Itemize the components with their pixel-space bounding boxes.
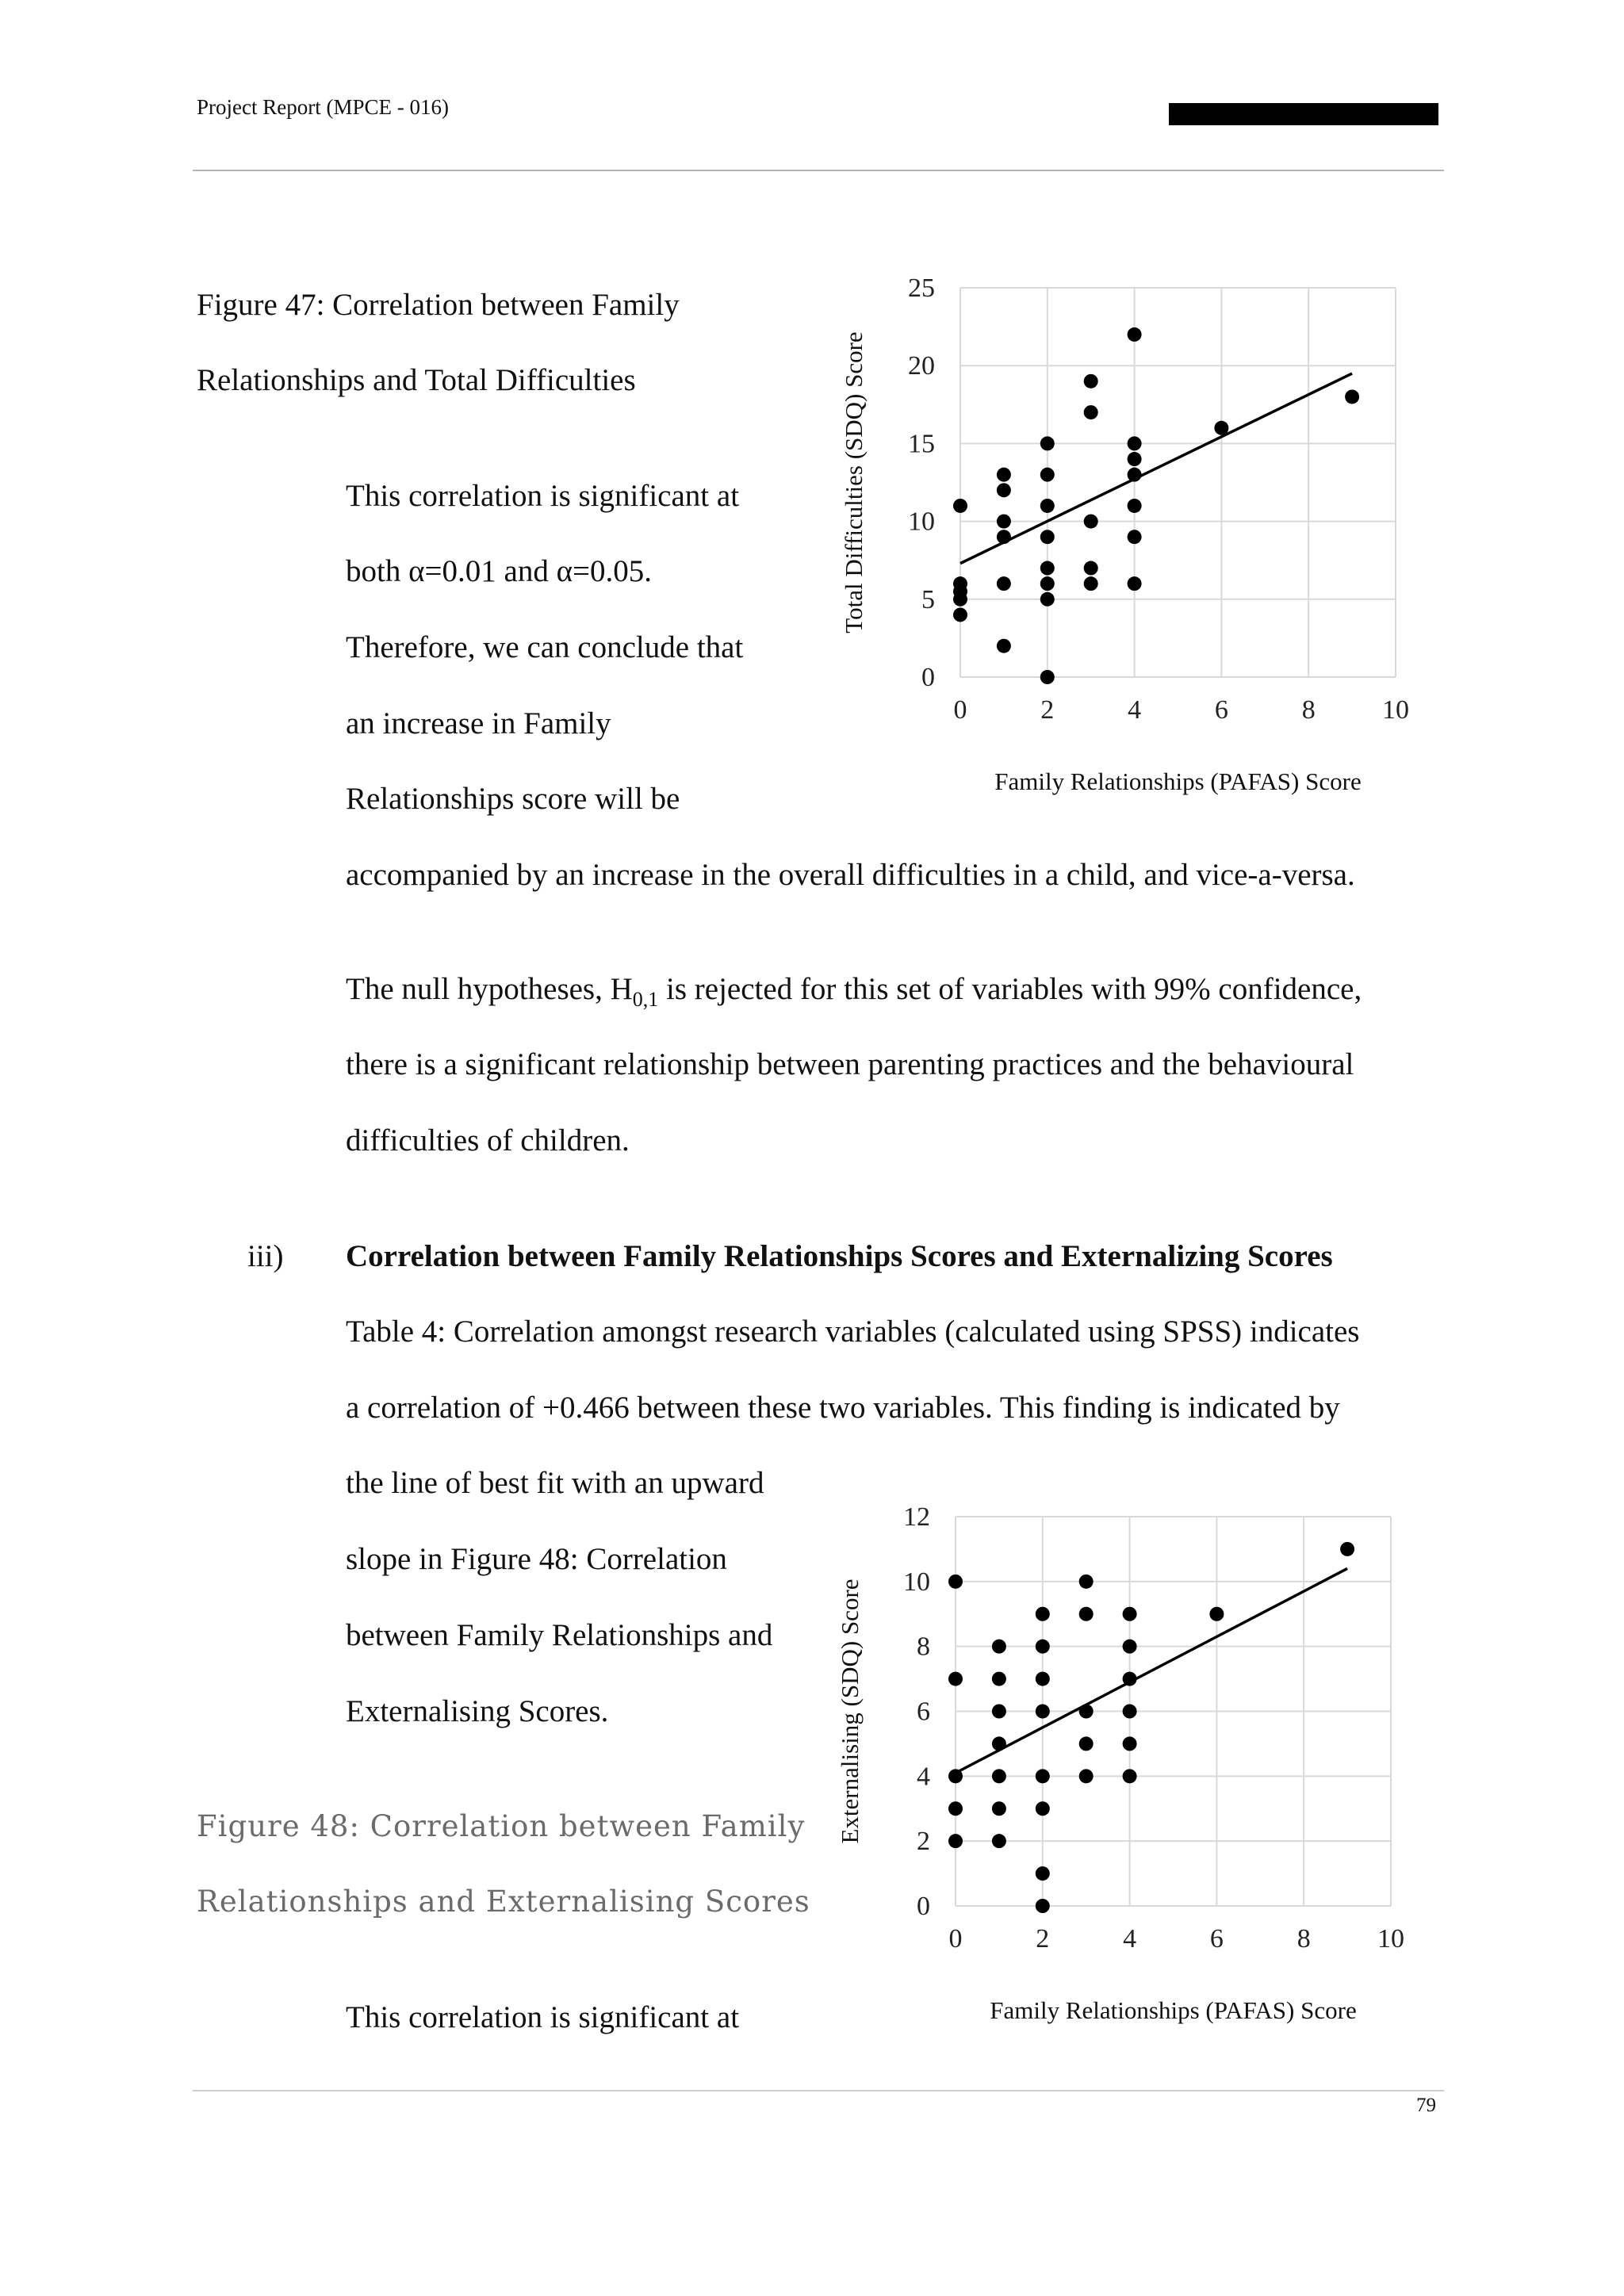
data-point — [953, 576, 967, 591]
data-point — [953, 607, 967, 622]
y-tick-label: 5 — [921, 584, 935, 614]
para1-line3: Therefore, we can conclude that — [346, 630, 744, 664]
data-point — [1079, 1575, 1094, 1589]
data-point — [1128, 327, 1142, 342]
data-point — [948, 1769, 963, 1783]
y-tick-label: 8 — [917, 1632, 930, 1662]
data-point — [1036, 1801, 1050, 1816]
data-point — [997, 483, 1011, 497]
data-point — [1036, 1899, 1050, 1913]
data-point — [1040, 670, 1055, 684]
x-tick-label: 0 — [953, 695, 967, 725]
para3-line2: a correlation of +0.466 between these two variables. This finding is indicated by — [346, 1391, 1340, 1425]
x-tick-label: 4 — [1123, 1924, 1137, 1954]
data-point — [997, 530, 1011, 544]
fig48-caption-line1: Figure 48: Correlation between Family — [197, 1809, 806, 1843]
y-tick-label: 2 — [917, 1827, 930, 1857]
data-point — [1128, 499, 1142, 513]
data-point — [1040, 576, 1055, 591]
y-tick-label: 0 — [917, 1892, 930, 1921]
x-tick-label: 10 — [1377, 1924, 1404, 1954]
header-divider — [193, 170, 1444, 171]
data-point — [1084, 405, 1098, 419]
data-point — [1040, 592, 1055, 607]
data-point — [992, 1769, 1006, 1783]
data-point — [1036, 1769, 1050, 1783]
data-point — [1214, 421, 1228, 435]
data-point — [1123, 1769, 1137, 1783]
y-tick-label: 12 — [903, 1502, 930, 1532]
para1-line4: an increase in Family — [346, 706, 611, 740]
data-point — [1040, 436, 1055, 450]
data-point — [1084, 374, 1098, 388]
data-point — [948, 1575, 963, 1589]
data-point — [1036, 1640, 1050, 1654]
y-tick-label: 25 — [908, 274, 935, 303]
data-point — [1123, 1640, 1137, 1654]
para3-line6: Externalising Scores. — [346, 1694, 609, 1728]
data-point — [948, 1834, 963, 1848]
para3-line4: slope in Figure 48: Correlation — [346, 1542, 727, 1576]
section-title: Correlation between Family Relationships Scores and Externalizing Scores — [346, 1239, 1333, 1273]
data-point — [1128, 530, 1142, 544]
data-point — [992, 1736, 1006, 1751]
data-point — [1036, 1866, 1050, 1881]
footer-divider — [193, 2090, 1444, 2091]
data-point — [1079, 1607, 1094, 1621]
data-point — [992, 1705, 1006, 1719]
y-tick-label: 20 — [908, 351, 935, 381]
data-point — [1128, 452, 1142, 466]
x-tick-label: 8 — [1301, 695, 1316, 725]
x-tick-label: 0 — [948, 1924, 963, 1954]
data-point — [997, 639, 1011, 653]
data-point — [992, 1672, 1006, 1686]
data-point — [1128, 436, 1142, 450]
fig47-caption-line1: Figure 47: Correlation between Family — [197, 288, 680, 322]
y-axis-label: Total Difficulties (SDQ) Score — [840, 331, 868, 633]
para1-line1: This correlation is significant at — [346, 479, 740, 513]
para1-line2: both α=0.01 and α=0.05. — [346, 554, 653, 588]
data-point — [1036, 1672, 1050, 1686]
data-point — [1079, 1705, 1094, 1719]
para1-line5: Relationships score will be — [346, 782, 680, 816]
data-point — [1079, 1769, 1094, 1783]
para2-line3: difficulties of children. — [346, 1123, 630, 1158]
x-tick-label: 6 — [1214, 695, 1228, 725]
x-tick-label: 10 — [1382, 695, 1409, 725]
data-point — [1128, 468, 1142, 482]
y-tick-label: 15 — [908, 429, 935, 459]
data-point — [1123, 1672, 1137, 1686]
y-axis-label: Externalising (SDQ) Score — [836, 1578, 864, 1844]
trend-line — [956, 1568, 1347, 1773]
data-point — [997, 515, 1011, 529]
para3-line3: the line of best fit with an upward — [346, 1466, 764, 1500]
data-point — [1123, 1607, 1137, 1621]
x-tick-label: 2 — [1036, 1924, 1050, 1954]
figure48-scatter-chart — [825, 1490, 1475, 2045]
data-point — [1340, 1542, 1354, 1556]
trend-line — [960, 373, 1352, 564]
data-point — [1128, 576, 1142, 591]
para2-line2: there is a significant relationship between parenting practices and the behavioural — [346, 1047, 1354, 1081]
data-point — [997, 576, 1011, 591]
data-point — [953, 499, 967, 513]
data-point — [1040, 561, 1055, 576]
data-point — [1084, 515, 1098, 529]
figure47-scatter-chart — [825, 262, 1475, 817]
data-point — [992, 1801, 1006, 1816]
redaction-bar — [1169, 103, 1438, 125]
data-point — [1123, 1705, 1137, 1719]
y-tick-label: 6 — [917, 1697, 930, 1727]
data-point — [992, 1640, 1006, 1654]
x-tick-label: 2 — [1040, 695, 1055, 725]
data-point — [1040, 499, 1055, 513]
header-title: Project Report (MPCE - 016) — [197, 95, 449, 119]
section-number: iii) — [247, 1239, 284, 1273]
data-point — [1123, 1736, 1137, 1751]
para2-line1: The null hypotheses, $H_{0,1}$ is rejected for this set of variables with 99% confidence, — [346, 972, 1362, 1011]
para1-line6: accompanied by an increase in the overall difficulties in a child, and vice-a-versa. — [346, 858, 1355, 892]
x-tick-label: 4 — [1128, 695, 1142, 725]
data-point — [992, 1834, 1006, 1848]
y-tick-label: 10 — [908, 507, 935, 537]
data-point — [1345, 389, 1359, 404]
page-number: 79 — [1416, 2095, 1436, 2116]
y-tick-label: 0 — [921, 663, 935, 692]
data-point — [948, 1801, 963, 1816]
data-point — [1036, 1705, 1050, 1719]
fig48-caption-line2: Relationships and Externalising Scores — [197, 1885, 810, 1919]
y-tick-label: 4 — [917, 1762, 930, 1792]
x-tick-label: 6 — [1209, 1924, 1224, 1954]
data-point — [1040, 468, 1055, 482]
data-point — [997, 468, 1011, 482]
para4-line1: This correlation is significant at — [346, 2000, 740, 2034]
data-point — [1079, 1736, 1094, 1751]
data-point — [1040, 530, 1055, 544]
fig47-caption-line2: Relationships and Total Difficulties — [197, 363, 636, 397]
para3-line1: Table 4: Correlation amongst research variables (calculated using SPSS) indicates — [346, 1314, 1360, 1349]
data-point — [948, 1672, 963, 1686]
x-tick-label: 8 — [1297, 1924, 1311, 1954]
para3-line5: between Family Relationships and — [346, 1618, 773, 1652]
data-point — [1036, 1607, 1050, 1621]
x-axis-label: Family Relationships (PAFAS) Score — [994, 767, 1362, 795]
data-point — [1209, 1607, 1224, 1621]
data-point — [1084, 561, 1098, 576]
y-tick-label: 10 — [903, 1567, 930, 1597]
data-point — [1084, 576, 1098, 591]
x-axis-label: Family Relationships (PAFAS) Score — [990, 1996, 1357, 2024]
